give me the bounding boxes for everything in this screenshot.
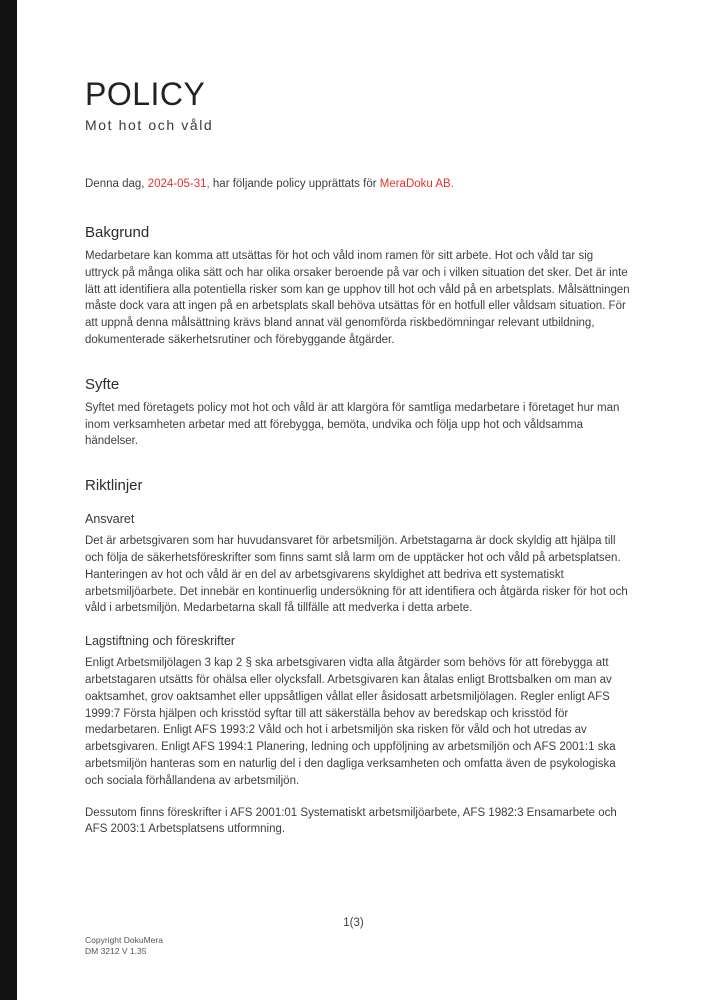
intro-prefix: Denna dag, [85, 178, 148, 190]
page-number: 1(3) [343, 917, 364, 929]
company-name-field: MeraDoku AB. [379, 178, 454, 190]
paragraph-ansvaret: Det är arbetsgivaren som har huvudansvaret för arbetsmiljön. Arbetstagarna är dock skyldig att hjälpa till och följa de säkerhetsföreskrifter som finns samt slå larm om de upptäcker hot och våld på arbetsplatsen. Hanteringen av hot och våld är en del av arbetsgivarens skyldighet att bedriva ett systematiskt arbetsmiljöarbete. Det innebär en kontinuerlig undersökning för att identifiera och åtgärda risker för hot och våld i arbetsmiljön. Medarbetarna skall få tillfälle att medverka i detta arbete. [85, 535, 628, 615]
document-subtitle: Mot hot och våld [85, 117, 214, 133]
copyright-line: Copyright DokuMera [85, 935, 163, 945]
policy-date-field: 2024-05-31, [147, 178, 210, 190]
viewer-edge-strip [0, 0, 17, 1000]
document-version: DM 3212 V 1.35 [85, 945, 147, 956]
document-page [85, 0, 635, 838]
paragraph-bakgrund: Medarbetare kan komma att utsättas för hot och våld inom ramen för sitt arbete. Hot och våld tar sig uttryck på många olika sätt och har olika orsaker beroende på var och i vilken situation det sker. Det är inte lätt att identifiera alla potentiella risker som kan ge upphov till hot och våld på en arbetsplats. Målsättningen måste dock vara att ingen på en arbetsplats skall behöva utsättas för en hotfull eller våldsam situation. För att uppnå denna målsättning krävs bland annat väl genomförda riskbedömningar relevant utbildning, dokumenterade säkerhetsrutiner och förebyggande åtgärder. [85, 250, 630, 346]
intro-middle: har följande policy upprättats för [209, 178, 380, 190]
copyright-footer [85, 935, 163, 956]
paragraph-dessutom: Dessutom finns föreskrifter i AFS 2001:01 Systematiskt arbetsmiljöarbete, AFS 1982:3 Ensamarbete och AFS 2003:1 Arbetsplatsens utformning. [85, 806, 617, 836]
paragraph-lagstiftning: Enligt Arbetsmiljölagen 3 kap 2 § ska arbetsgivaren vidta alla åtgärder som behövs för att förebygga att arbetstagaren utsätts för ohälsa eller olycksfall. Arbetsgivaren kan åtalas enligt Brottsbalken om man av oaktsamhet, grov oaktsamhet eller uppsåtligen vållat eller åsidosatt arbetsmiljölagen. Regler enligt AFS 1999:7 Första hjälpen och krisstöd syftar till att säkerställa behov av beredskap och krisstöd för medarbetaren. Enligt AFS 1993:2 Våld och hot i arbetsmiljön ska risken för våld och hot utredas av arbetsgivaren. Enligt AFS 1994:1 Planering, ledning och uppföljning av arbetsmiljön och AFS 2001:1 ska arbetsmiljön hanteras som en naturlig del i den dagliga verksamheten och omfatta även de psykologiska och sociala förhållandena av arbetsmiljön. [85, 657, 616, 787]
heading-riktlinjer: Riktlinjer [85, 477, 143, 495]
heading-bakgrund: Bakgrund [85, 224, 150, 241]
paragraph-syfte: Syftet med företagets policy mot hot och våld är att klargöra för samtliga medarbetare i företaget hur man inom verksamheten arbetar med att förebygga, bemöta, undvika och följa upp hot och våldsamma händelser. [85, 401, 620, 448]
document-title: POLICY [85, 76, 206, 112]
intro-line [85, 177, 635, 192]
subheading-lagstiftning: Lagstiftning och föreskrifter [85, 634, 236, 649]
heading-syfte: Syfte [85, 375, 120, 393]
subheading-ansvaret: Ansvaret [85, 512, 135, 527]
